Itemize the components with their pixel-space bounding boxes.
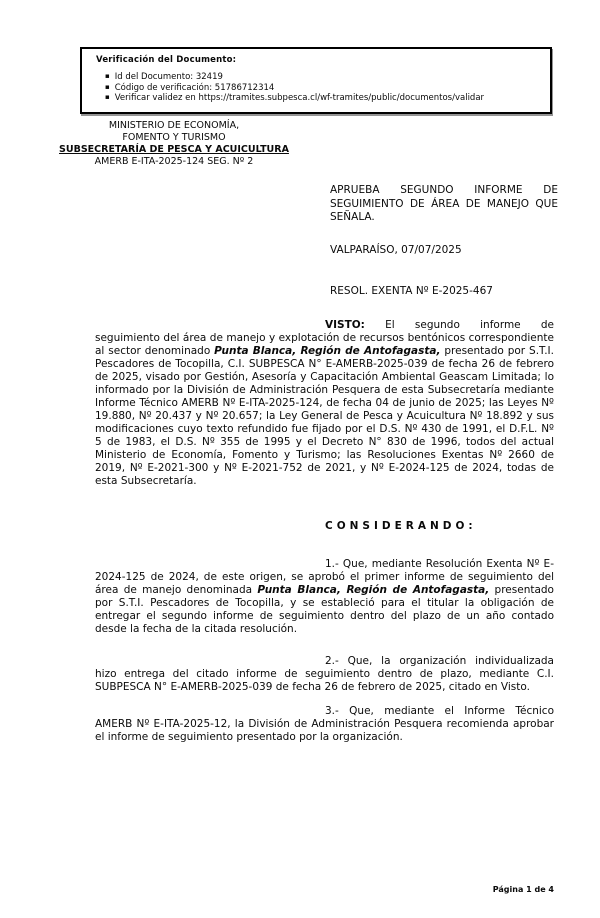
verification-item — [105, 93, 544, 104]
verification-list — [96, 72, 544, 104]
ministry-line-1: MINISTERIO DE ECONOMÍA, — [108, 120, 240, 131]
considerando-paragraph-2: 2.- Que, la organización individualizada hizo entrega del citado informe de seguimiento dentro de plazo, mediante C.I. SUBPESCA N° E-AMERB-2025-039 de fecha 26 de febrero de 2025, citado en Visto. — [95, 655, 554, 693]
bullet-icon: ▪ — [105, 82, 110, 91]
place-and-date: VALPARAÍSO, 07/07/2025 — [330, 244, 462, 256]
verification-item — [105, 72, 544, 83]
page-number: Página 1 de 4 — [492, 885, 554, 894]
verification-title: Verificación del Documento: — [96, 55, 237, 65]
bullet-icon: ▪ — [105, 93, 110, 101]
document-body — [95, 319, 554, 744]
verification-item — [105, 83, 544, 94]
verification-item-text: Id del Documento: 32419 — [114, 72, 223, 82]
subsecretaria-line: SUBSECRETARÍA DE PESCA Y ACUICULTURA — [59, 144, 289, 155]
visto-paragraph: VISTO: El segundo informe de seguimiento del área de manejo y explotación de recursos bentónicos correspondiente al sector denominado Punta Blanca, Región de Antofagasta, presentado por S.T.I. Pescadores de Tocopilla, C.I. SUBPESCA N° E-AMERB-2025-039 de fecha 26 de febrero de 2025, visado por Gestión, Asesoría y Capacitación Ambiental Geascam Limitada; lo informado por la División de Administración Pesquera de esta Subsecretaría mediante Informe Técnico AMERB Nº E-ITA-2025-124, de fecha 04 de junio de 2025; las Leyes Nº 19.880, Nº 20.437 y Nº 20.657; la Ley General de Pesca y Acuicultura Nº 18.892 y sus modificaciones cuyo texto refundido fue fijado por el D.S. Nº 430 de 1991, el D.F.L. Nº 5 de 1983, el D.S. Nº 355 de 1995 y el Decreto N° 830 de 1996, todos del actual Ministerio de Economía, Fomento y Turismo; las Resoluciones Exentas Nº 2660 de 2019, Nº E-2021-300 y Nº E-2021-752 de 2021, y Nº E-2024-125 de 2024, todas de esta Subsecretaría. — [95, 319, 554, 487]
bullet-icon: ▪ — [105, 72, 110, 80]
considerando-paragraph-1: 1.- Que, mediante Resolución Exenta Nº E-2024-125 de 2024, de este origen, se aprobó el primer informe de seguimiento del área de manejo denominada Punta Blanca, Región de Antofagasta, presentado por S.T.I. Pescadores de Tocopilla, y se estableció para el titular la obligación de entregar el segundo informe de seguimiento dentro del plazo de un año contado desde la fecha de la citada resolución. — [95, 558, 554, 635]
verification-item-text: Código de verificación: 51786712314 — [114, 82, 275, 93]
verification-box — [80, 47, 552, 114]
considerando-paragraph-3: 3.- Que, mediante el Informe Técnico AMERB Nº E-ITA-2025-12, la División de Administración Pesquera recomienda aprobar el informe de seguimiento presentado por la organización. — [95, 705, 554, 743]
ministry-line-2: FOMENTO Y TURISMO — [122, 132, 226, 143]
considerando-heading: CONSIDERANDO: — [325, 520, 477, 532]
resolution-subject: APRUEBA SEGUNDO INFORME DE SEGUIMIENTO DE ÁREA DE MANEJO QUE SEÑALA. — [330, 184, 558, 223]
letterhead — [40, 120, 308, 168]
resolution-number: RESOL. EXENTA Nº E-2025-467 — [330, 285, 493, 297]
verification-item-text: Verificar validez en https://tramites.subpesca.cl/wf-tramites/public/documentos/validar — [114, 93, 485, 103]
amerb-reference: AMERB E-ITA-2025-124 SEG. Nº 2 — [94, 156, 254, 167]
